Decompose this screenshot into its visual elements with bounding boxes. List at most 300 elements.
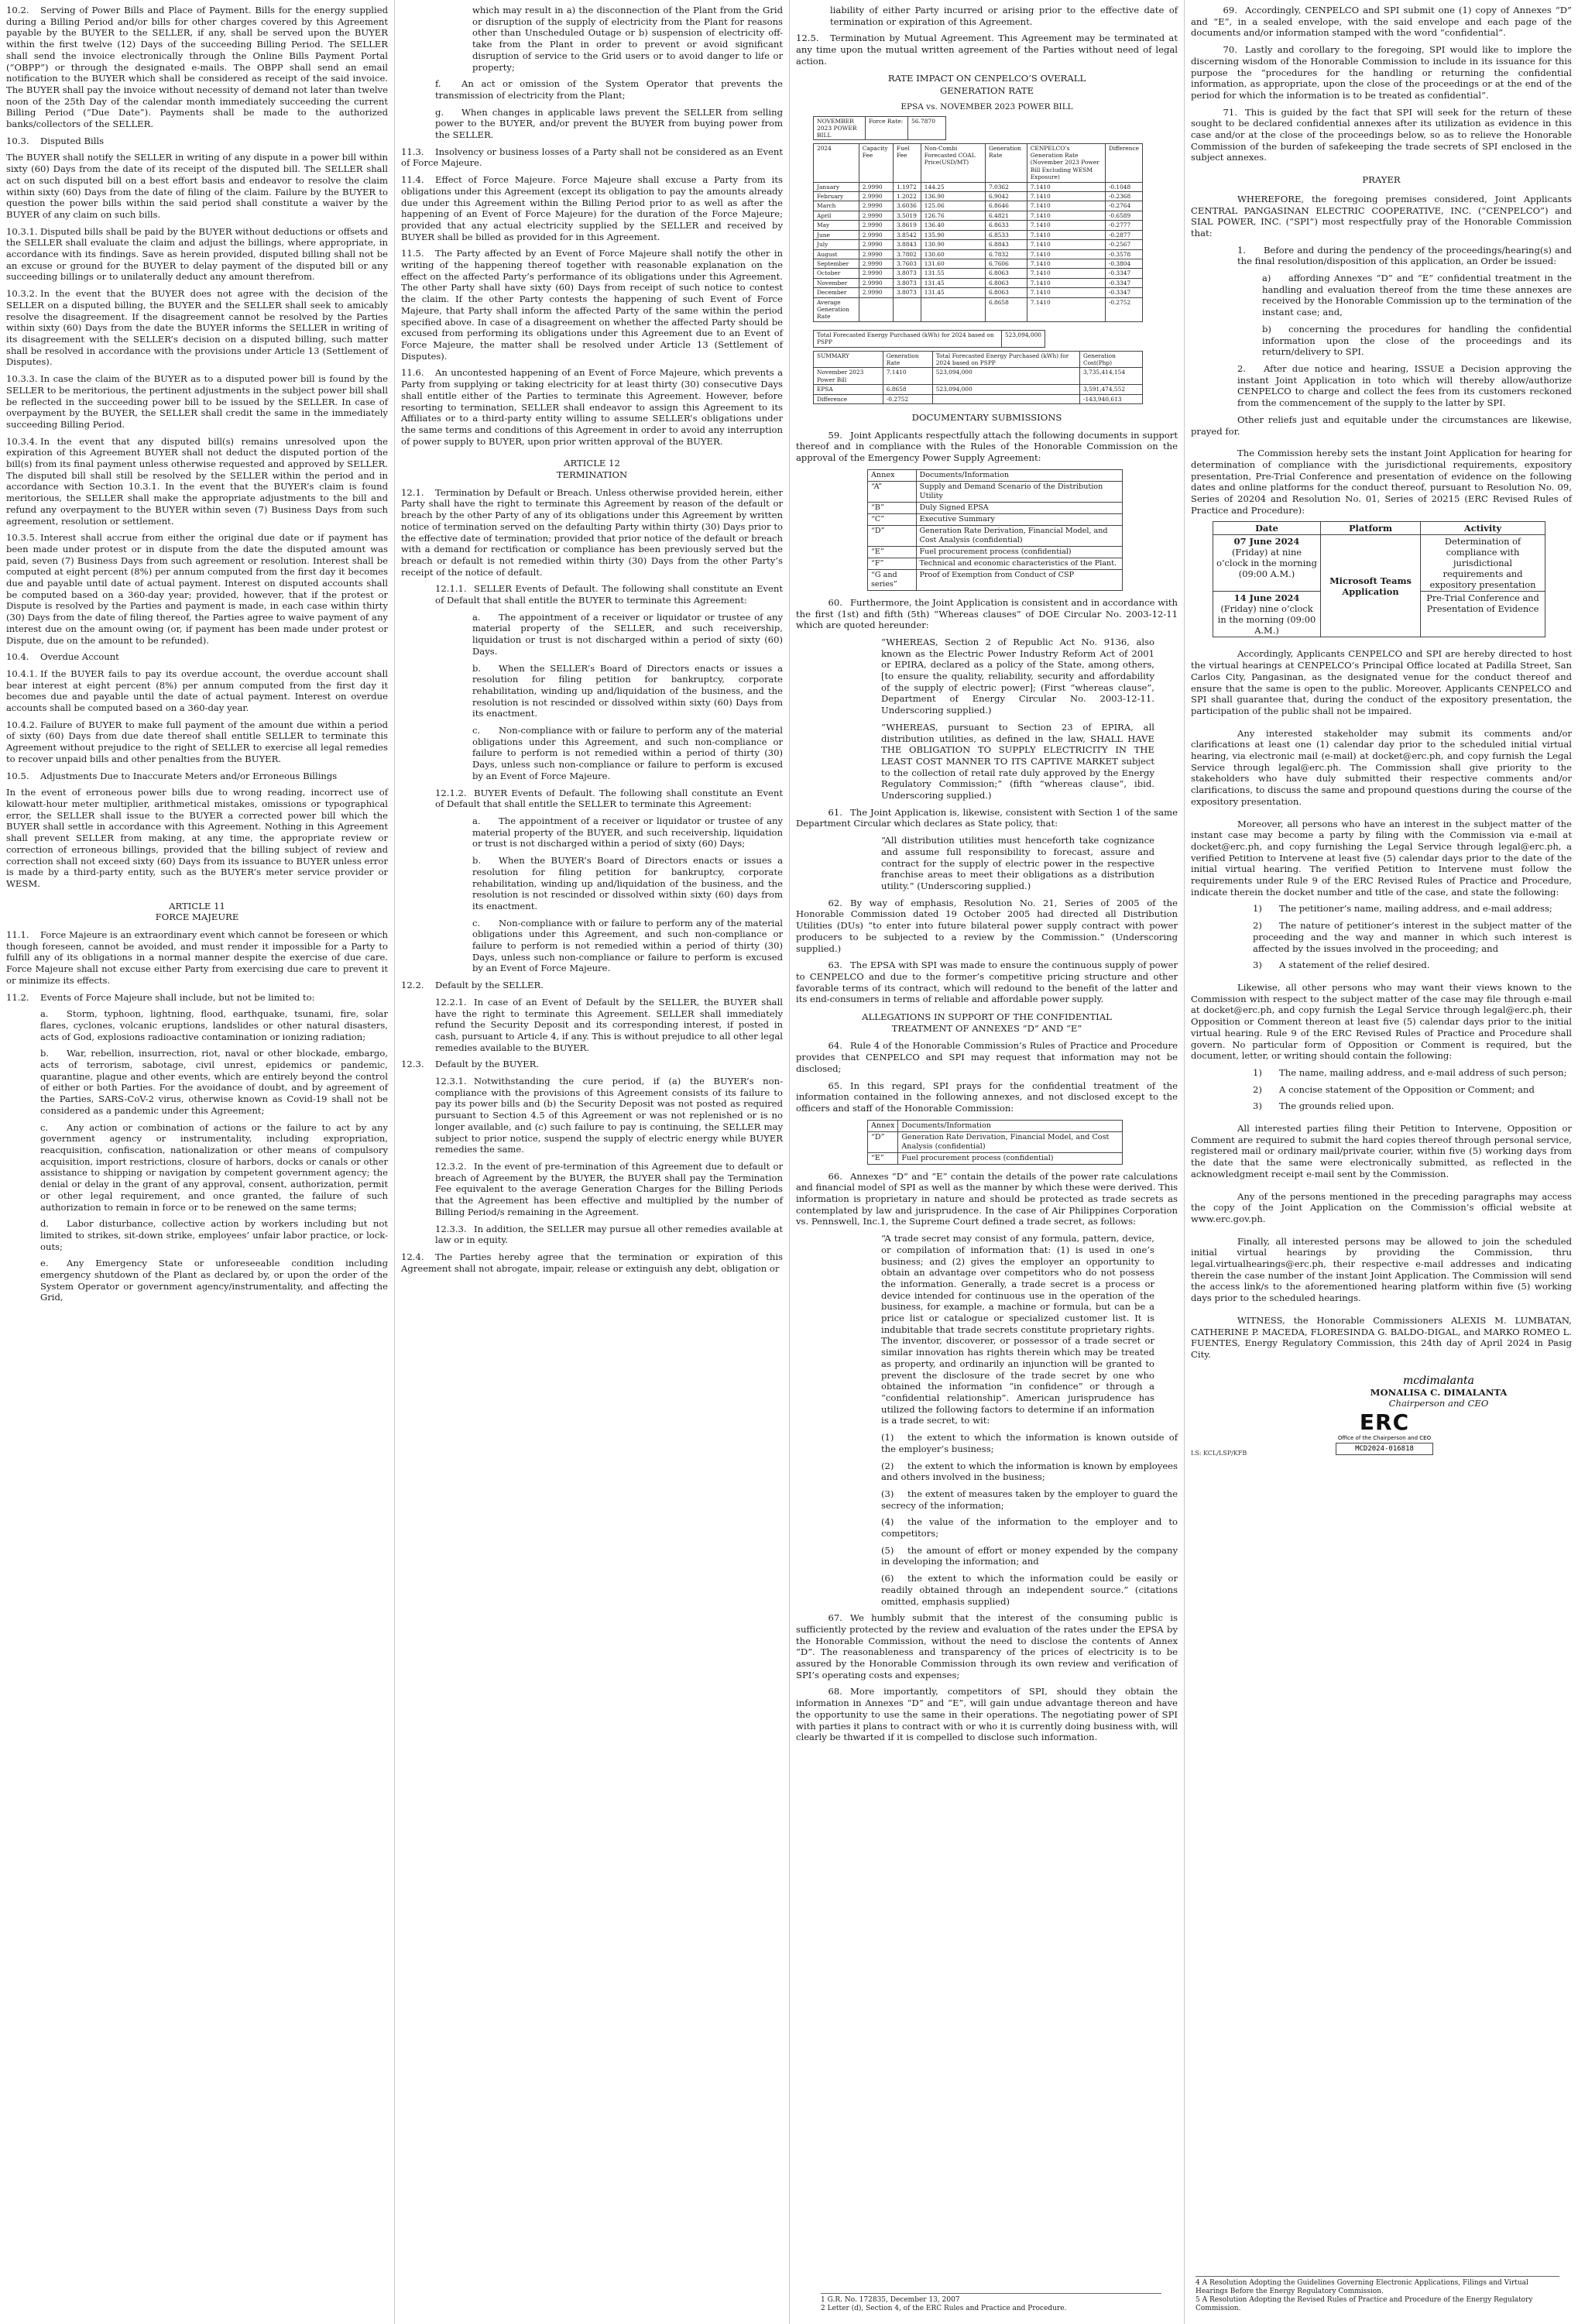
table-cell: January (814, 182, 859, 191)
list-text: Non-compliance with or failure to perform any of the material obligations under this Agreement, and such non-compliance or failure to perform is not remedied within a period of thirty (30) Days, unless such non-compliance or failure to perform is excused by an Event of Force Majeure. (472, 917, 783, 974)
list-text: A statement of the relief desired. (1279, 959, 1430, 971)
list-text: Storm, typhoon, lightning, flood, earthquake, tsunami, fire, solar flares, cyclones, volcanic eruptions, landslides or other natural disasters, acts of God, explosions radioactive contamination or ionizing radiation; (40, 1008, 388, 1042)
table-cell: 3,591,474,552 (1079, 385, 1142, 394)
numbered-paragraph (6, 668, 388, 714)
table-header-cell: SUMMARY (814, 351, 883, 368)
forecast-energy-table: Total Forecasted Energy Purchased (kWh) for 2024 based on PSPP 523,094,000 (813, 330, 1045, 348)
section-text: Insolvency or business losses of a Party shall not be considered as an Event of Force Majeure. (401, 146, 783, 169)
section-heading (401, 980, 783, 991)
sub-paragraph (435, 997, 783, 1054)
numbered-paragraph (6, 436, 388, 527)
table-row (868, 1152, 1123, 1164)
table-cell: November 2023 Power Bill (814, 368, 883, 385)
table-cell (921, 297, 985, 321)
table-cell: Technical and economic characteristics of the Plant. (916, 558, 1123, 569)
section-number: 12.3.3. (435, 1223, 467, 1234)
table-cell: -0.3578 (1105, 249, 1142, 259)
list-marker: c. (472, 917, 481, 929)
schedule-header-activity: Activity (1421, 522, 1545, 535)
table-header-cell: Annex (868, 469, 917, 481)
footnote-1: 1 G.R. No. 172835, December 13, 2007 (821, 2296, 960, 2304)
list-item (435, 78, 783, 101)
section-text: Notwithstanding the cure period, if (a) the BUYER’s non-compliance with the provisions of this Agreement consists of its failure to pay its power bills and (b) the Security Deposit was not posted as required pursuant to Section 4.5 of this Agreement or was not replenished or is no longer available, and (c) such failure to pay is continuing, the SELLER may subject to prior notice, suspend the supply of electric energy while BUYER remedies the same. (435, 1076, 783, 1155)
table-row (814, 385, 1143, 394)
list-item (435, 107, 783, 141)
list-marker: 1) (1253, 1066, 1262, 1078)
allegations-subtitle: TREATMENT OF ANNEXES “D” AND “E” (891, 1022, 1082, 1034)
list-text: The appointment of a receiver or liquidator or trustee of any material property of the SELLER, and such receivership, liquidation or trust is not discharged within a period of sixty (60) Days. (472, 611, 783, 657)
list-item (881, 1488, 1178, 1511)
paragraph-64: 64. Rule 4 of the Honorable Commission’s Rules of Practice and Procedure provides that CENPELCO and SPI may request that information may not be disclosed; (796, 1040, 1178, 1074)
table-cell: 2.9990 (859, 259, 893, 268)
section-text: In the event of pre-termination of this Agreement due to default or breach of Agreement by the BUYER, the BUYER shall pay the Termination Fee equivalent to the average Generation Charges for the Billing Periods that the Agreement has been effective and multiplied by the number of Billing Period/s remaining in the Agreement. (435, 1160, 783, 1217)
table-cell: Generation Rate Derivation, Financial Model, and Cost Analysis (confidential) (916, 525, 1123, 546)
table-header-cell: 2024 (814, 143, 859, 182)
initials: LS: KCL/LSP/KFB (1191, 1450, 1247, 1457)
table-cell: -0.2567 (1105, 240, 1142, 249)
section-number: 11.3. (401, 146, 424, 157)
list-marker: a. (40, 1008, 49, 1020)
list-item (472, 855, 783, 912)
table-cell: 2.9990 (859, 201, 893, 211)
table-row (814, 394, 1143, 403)
footnote-4: 4 A Resolution Adopting the Guidelines Governing Electronic Applications, Filings and Virtual Hearings Before the Energy Regulatory Commission. (1196, 2279, 1528, 2295)
prayer-intro: WHEREFORE, the foregoing premises considered, Joint Applicants CENTRAL PANGASINAN ELECTRIC COOPERATIVE, INC. (“CENPELCO”) and SIAL POWER, INC. (“SPI”) most respectfully pray of the Honorable Commission that: (1191, 193, 1572, 239)
paragraph-65: 65. In this regard, SPI prays for the confidential treatment of the information contained in the following annexes, and not disclosed except to the officers and staff of the Honorable Commission: (796, 1080, 1178, 1114)
table-cell: “C” (868, 513, 917, 525)
list-marker: 3) (1253, 959, 1262, 971)
section-text: Disputed Bills (40, 135, 105, 146)
prayer-item-1a: a) affording Annexes “D” and “E” confidential treatment in the handling and evaluation thereof from the time these annexes are received by the Honorable Commission up to the termination of the instant case; and, (1262, 273, 1572, 318)
paragraph-68: 68. More importantly, competitors of SPI, should they obtain the information in Annexes “D” and “E”, will gain undue advantage thereon and have the opportunity to use the same in their operations. The negotiating power of SPI with parties it plans to contract with or who it is currently doing business with, will clearly be thwarted if it is compelled to disclose such information. (796, 1686, 1178, 1743)
page-column-4 (1185, 0, 1578, 2324)
table-cell: October (814, 269, 859, 278)
interested-stakeholder-paragraph: Any interested stakeholder may submit its comments and/or clarifications at least one (1) calendar day prior to the scheduled initial virtual hearing, via electronic mail (e-mail) at docket@erc.ph, and copy furnish the Legal Service through legal@erc.ph. The Commission shall give priority to the stakeholders who have duly submitted their respective comments and/or clarifications, to discuss the same and propound questions during the course of the expository presentation. (1191, 727, 1572, 807)
table-header-cell: Generation Rate (883, 351, 932, 368)
table-cell: August (814, 249, 859, 259)
table-cell: 6.4821 (985, 211, 1027, 220)
section-text: Force Majeure is an extraordinary event which cannot be foreseen or which though foreseen, cannot be avoided, and must render it impossible for a Party to fulfill any of its obligations in a normal manner despite the exercise of due care. Force Majeure shall not excuse either Party from exercising due care to prevent it or minimize its effects. (6, 929, 388, 986)
numbered-paragraph (401, 367, 783, 447)
epsa-vs-bill-title: EPSA vs. NOVEMBER 2023 POWER BILL (900, 101, 1073, 112)
table-cell: Fuel procurement process (confidential) (916, 546, 1123, 558)
paragraph-67: 67. We humbly submit that the interest of the consuming public is sufficiently protected by the review and evaluation of the rates under the EPSA by the Honorable Commission, without the need to disclose the contents of Annex “D”. The reasonableness and transparency of the prices of electricity is to be assured by the Honorable Commission through its own review and verification of SPI’s operating costs and expenses; (796, 1612, 1178, 1680)
section-text: Events of Force Majeure shall include, but not be limited to: (40, 991, 315, 1003)
list-item (1253, 1100, 1572, 1112)
list-marker: (6) (881, 1573, 894, 1584)
prayer-item-1b: b) concerning the procedures for handling the confidential information upon the close of the proceedings and its return/delivery to SPI. (1262, 323, 1572, 358)
table-cell: 3.8542 (893, 230, 921, 239)
list-marker: (4) (881, 1516, 894, 1528)
table-cell: November (814, 278, 859, 287)
table-header-cell: Documents/Information (916, 469, 1123, 481)
list-text: War, rebellion, insurrection, riot, naval or other blockade, embargo, acts of terrorism, sabotage, civil unrest, epidemics or pandemic, quarantine, plague and other events, which are entirely beyond the control of either or both Parties. For the avoidance of doubt, and by agreement of the Parties, SARS-CoV-2 virus, otherwise known as Covid-19 shall not be considered as a pandemic under this Agreement; (40, 1048, 388, 1116)
table-cell: June (814, 230, 859, 239)
table-cell: 6.8633 (985, 221, 1027, 230)
prayer-item-1: 1. Before and during the pendency of the proceedings/hearing(s) and the final resolution/disposition of this application, an Order be issued: (1237, 244, 1572, 267)
table-cell: 6.7832 (985, 249, 1027, 259)
erc-seal (1307, 1409, 1462, 1457)
table-cell: 131.45 (921, 288, 985, 297)
table-cell: 7.1410 (1027, 221, 1105, 230)
schedule-header-platform: Platform (1321, 522, 1421, 535)
numbered-paragraph (6, 226, 388, 283)
table-cell: “D” (868, 1131, 898, 1152)
list-text: The grounds relied upon. (1279, 1100, 1394, 1112)
list-marker: f. (435, 78, 441, 90)
table-cell: -0.2752 (883, 394, 932, 403)
hearing-schedule-table (1213, 521, 1545, 637)
table-cell: 136.40 (921, 221, 985, 230)
table-cell: Duly Signed EPSA (916, 502, 1123, 513)
erc-logo: ERC (1359, 1409, 1410, 1436)
witness-paragraph: WITNESS, the Honorable Commissioners ALEXIS M. LUMBATAN, CATHERINE P. MACEDA, FLORESINDA G. BALDO-DIGAL, and MARKO ROMEO L. FUENTES, Energy Regulatory Commission, this 24th day of April 2024 in Pasig City. (1191, 1314, 1572, 1360)
numbered-paragraph (6, 532, 388, 646)
table-cell: 6.8063 (985, 288, 1027, 297)
paragraph-62: 62. By way of emphasis, Resolution No. 21, Series of 2005 of the Honorable Commission dated 19 October 2005 had directed all Distribution Utilities (DUs) “to enter into future bilateral power supply contract with power producers to be subjected to a review by the Commission.” (Underscoring supplied.) (796, 897, 1178, 954)
section-number: 12.3.2. (435, 1160, 467, 1172)
list-marker: 2) (1253, 920, 1262, 932)
table-cell: 1.1972 (893, 182, 921, 191)
table-cell: 7.1410 (1027, 192, 1105, 201)
table-cell: 131.55 (921, 269, 985, 278)
annex-table (867, 469, 1123, 591)
section-number: 12.1.2. (435, 787, 467, 798)
table-cell: 6.8063 (985, 269, 1027, 278)
numbered-paragraph (6, 929, 388, 987)
list-marker: (5) (881, 1544, 894, 1556)
table-cell: 7.1410 (1027, 240, 1105, 249)
table-cell: 3.6036 (893, 201, 921, 211)
list-item (1253, 1067, 1572, 1079)
generation-rate-table (813, 143, 1143, 322)
list-item (40, 1048, 388, 1116)
list-marker: b. (40, 1048, 50, 1059)
paragraph-71: 71. This is guided by the fact that SPI will seek for the return of these sought to be declared confidential annexes after its utilization as evidence in this case and/or at the close of the proceedings below, so as to relieve the Honorable Commission of the burden of safekeeping the trade secrets of SPI enclosed in the subject annexes. (1191, 106, 1572, 163)
host-paragraph: Accordingly, Applicants CENPELCO and SPI are hereby directed to host the virtual hearings at CENPELCO’s Principal Office located at Padilla Street, San Carlos City, Pangasinan, as the designated venue for the conduct thereof and ensure that the same is open to the public. Moreover, Applicants CENPELCO and SPI shall guarantee that, during the conduct of the expository presentation, the participation of the public shall not be impaired. (1191, 648, 1572, 716)
table-row (814, 249, 1143, 259)
list-item (40, 1122, 388, 1213)
list-marker: d. (40, 1218, 50, 1230)
section-text: Default by the BUYER. (435, 1059, 540, 1070)
table-cell: 3.8619 (893, 221, 921, 230)
table-cell: -0.3804 (1105, 259, 1142, 268)
table-cell: 3.8073 (893, 269, 921, 278)
article-title: TERMINATION (556, 469, 628, 481)
table-cell: 131.45 (921, 278, 985, 287)
paragraph: which may result in a) the disconnection of the Plant from the Grid or disruption of the supply of electricity from the Plant for reasons other than Unscheduled Outage or b) suspension of electricity off-take from the Plant in order to prevent or avoid significant disruption of service to the Grid users or to avoid danger to life or property; (472, 5, 783, 73)
prayer-title: PRAYER (1362, 174, 1401, 186)
table-cell: 3.8843 (893, 240, 921, 249)
table-cell: EPSA (814, 385, 883, 394)
list-item (1253, 1084, 1572, 1096)
numbered-paragraph (6, 992, 388, 1004)
table-header-cell: Annex (868, 1120, 898, 1131)
paragraph-66: 66. Annexes “D” and “E” contain the details of the power rate calculations and financial model of SPI as well as the manner by which these were derived. This information is proprietary in nature and should be protected as trade secrets as contemplated by law and jurisprudence. In the case of Air Philippines Corporation vs. Pennswell, Inc.1, the Supreme Court defined a trade secret, as follows: (796, 1170, 1178, 1227)
table-row (868, 569, 1123, 590)
rate-impact-subtitle: GENERATION RATE (939, 85, 1034, 97)
list-marker: a. (472, 611, 481, 623)
section-number: 10.2. (6, 5, 29, 15)
section-text: In the event that the BUYER does not agree with the decision of the SELLER on a disputed billing, the BUYER and the SELLER shall seek to amicably resolve the disagreement. If the disagreement cannot be resolved by the Parties within sixty (60) Days from the date the BUYER informs the SELLER in writing of its disagreement with the SELLER’s decision on a disputed billing, such matter shall be resolved in accordance with the provisions under Article 13 (Settlement of Disputes). (6, 288, 388, 368)
table-row (814, 368, 1143, 385)
table-cell: Supply and Demand Scenario of the Distribution Utility (916, 481, 1123, 502)
table-row (814, 230, 1143, 239)
table-cell: 7.1410 (1027, 278, 1105, 287)
opposition-paragraph: Likewise, all other persons who may want their views known to the Commission with respect to the subject matter of the case may file through e-mail at docket@erc.ph, and copy furnish the Legal Service through legal@erc.ph, their Opposition or Comment thereon at least five (5) calendar days prior to the initial virtual hearing. Rule 9 of the ERC Revised Rules of Practice and Procedure shall govern. No particular form of Opposition or Comment is required, but the document, letter, or writing should contain the following: (1191, 982, 1572, 1062)
section-text: An uncontested happening of an Event of Force Majeure, which prevents a Party from supplying or taking electricity for at least thirty (30) consecutive Days shall entitle either of the Parties to terminate this Agreement. However, before resorting to termination, SELLER shall endeavor to assign this Agreement to its Affiliates or to a third-party entity willing to assume SELLER’s obligations under the same terms and conditions of this Agreement in order to avoid any interruption of power supply to BUYER, upon prior written approval of the BUYER. (401, 367, 783, 447)
numbered-paragraph (401, 174, 783, 242)
section-text: SELLER Events of Default. The following shall constitute an Event of Default that shall entitle the BUYER to terminate this Agreement: (435, 583, 783, 606)
section-number: 10.3.4. (6, 435, 38, 447)
section-number: 11.5. (401, 248, 424, 259)
table-cell (859, 297, 893, 321)
list-item (472, 815, 783, 850)
table-cell: May (814, 221, 859, 230)
list-text: An act or omission of the System Operator that prevents the transmission of electricity from the Plant; (435, 78, 783, 101)
table-cell: 2.9990 (859, 211, 893, 220)
table-cell: 2.9990 (859, 249, 893, 259)
list-marker: b. (472, 855, 482, 867)
table-cell: 2.9990 (859, 278, 893, 287)
copy-paragraph: Any of the persons mentioned in the preceding paragraphs may access the copy of the Joint Application on the Commission’s official website at www.erc.gov.ph. (1191, 1190, 1572, 1224)
trade-secret-factors (796, 1432, 1178, 1607)
quote-61: “All distribution utilities must henceforth take cognizance and assume full responsibility to forecast, assure and contract for the supply of electric power in the respective franchise areas to meet their obligations as a distribution utility.” (Underscoring supplied.) (881, 835, 1154, 891)
list-text: the extent to which the information is known outside of the employer’s business; (881, 1432, 1178, 1454)
table-cell: 125.06 (921, 201, 985, 211)
list-text: the extent to which the information is known by employees and others involved in the business; (881, 1460, 1178, 1483)
table-cell: -0.2877 (1105, 230, 1142, 239)
paragraph-63: 63. The EPSA with SPI was made to ensure the continuous supply of power to CENPELCO and due to the former’s competitive pricing structure and other favorable terms of its contract, which will redound to the benefit of the latter and its end-consumers in terms of reliable and affordable power supply. (796, 959, 1178, 1005)
table-cell: 3.5019 (893, 211, 921, 220)
table-cell: Generation Rate Derivation, Financial Model, and Cost Analysis (confidential) (898, 1131, 1123, 1152)
erc-office-label: Office of the Chairperson and CEO (1337, 1435, 1432, 1442)
list-marker: c. (40, 1121, 49, 1133)
quote-60b: “WHEREAS, pursuant to Section 23 of EPIRA, all distribution utilities, as defined in the law, SHALL HAVE THE OBLIGATION TO SUPPLY ELECTRICITY IN THE LEAST COST MANNER TO ITS CAPTIVE MARKET subject to the collection of retail rate duly approved by the Energy Regulatory Commission;” (fifth “whereas clause”, ibid. Underscoring supplied.) (881, 721, 1154, 802)
table-cell: 130.90 (921, 240, 985, 249)
table-row (814, 221, 1143, 230)
table-cell: -0.3347 (1105, 269, 1142, 278)
section-text: Disputed bills shall be paid by the BUYER without deductions or offsets and the SELLER shall evaluate the claim and adjust the billings, where appropriate, in accordance with its findings. Save as herein provided, disputed billing shall not be an excuse or ground for the BUYER to delay payment of the disputed bill or any succeeding billings or to unilaterally deduct any amount therefrom. (6, 225, 388, 283)
numbered-paragraph (401, 248, 783, 362)
list-text: When the SELLER’s Board of Directors enacts or issues a resolution for filing petition for bankruptcy, corporate rehabilitation, winding up and/liquidation of the business, and the resolution is not rescinded or dissolved within sixty (60) Days from its enactment. (472, 662, 783, 719)
table-cell: March (814, 201, 859, 211)
table-cell: Fuel procurement process (confidential) (898, 1152, 1123, 1164)
confidential-annex-table (867, 1120, 1123, 1165)
list-item (881, 1432, 1178, 1454)
table-cell: -0.1048 (1105, 182, 1142, 191)
table-cell: 7.1410 (1027, 249, 1105, 259)
table-cell: 6.8646 (985, 201, 1027, 211)
table-cell: 6.8658 (985, 297, 1027, 321)
table-cell: 2.9990 (859, 221, 893, 230)
table-cell: 6.8533 (985, 230, 1027, 239)
list-marker: g. (435, 106, 444, 118)
list-text: the extent to which the information could be easily or readily obtained through an independent source.” (citations omitted, emphasis supplied) (881, 1573, 1178, 1607)
footnotes (821, 2293, 1161, 2313)
document-control-number: MCD2024-016818 (1336, 1443, 1433, 1455)
table-cell: 144.25 (921, 182, 985, 191)
section-text: Serving of Power Bills and Place of Payment. Bills for the energy supplied during a Billing Period and/or bills for other charges covered by this Agreement payable by the BUYER to the SELLER, if any, shall be served upon the BUYER within the first twelve (12) Days of the succeeding Billing Period. The SELLER shall send the invoice electronically through the Online Bills Payment Portal (“OBPP”) or through the designated e-mails. The OBPP shall send an email notification to the BUYER which shall be considered as receipt of the said invoice. The BUYER shall pay the invoice without necessity of demand not later than twelve noon of the 25th Day of the calendar month immediately succeeding the current Billing Period (“Due Date”). Payments shall be made to the authorized banks/collectors of the SELLER. (6, 5, 388, 130)
section-number: 10.5. (6, 770, 29, 781)
section-text: BUYER Events of Default. The following shall constitute an Event of Default that shall entitle the SELLER to terminate this Agreement: (435, 787, 783, 810)
table-cell: 130.60 (921, 249, 985, 259)
list-marker: 3) (1253, 1100, 1262, 1112)
footnotes (1196, 2276, 1559, 2313)
section-text: Effect of Force Majeure. Force Majeure shall excuse a Party from its obligations under this Agreement (except its obligation to pay the amounts already due under this Agreement within the Billing Period prior to as well as after the happening of an Event of Force Majeure) for the duration of the Force Majeure; provided that any actual electricity supplied by the SELLER and received by BUYER shall be billed as provided for in this Agreement. (401, 174, 783, 242)
list-marker: b. (472, 662, 482, 674)
table-cell: -0.2368 (1105, 192, 1142, 201)
section-text: The Party affected by an Event of Force Majeure shall notify the other in writing of the happening thereof together with reasonable explanation on the effect on the affected Party’s performance of its obligations under this Agreement. The other Party shall have sixty (60) Days from receipt of such notice to contest the claim. If the other Party contests the happening of such Event of Force Majeure, that Party shall inform the affected Party of the same within the period specified above. In case of a disagreement on whether the affected Party should be excused from performing its obligations under this Agreement due to an Event of Force Majeure, the matter shall be resolved under Article 13 (Settlement of Disputes). (401, 248, 783, 362)
table-cell: 3.8073 (893, 278, 921, 287)
numbered-paragraph (6, 288, 388, 368)
list-marker: 2) (1253, 1083, 1262, 1095)
section-number: 12.4. (401, 1251, 424, 1262)
table-row (814, 211, 1143, 220)
list-text: Any Emergency State or unforeseeable condition including emergency shutdown of the Plant as declared by, or upon the order of the System Operator or government agency/instrumentality, and affecting the Grid, (40, 1258, 388, 1303)
table-cell: April (814, 211, 859, 220)
sub-paragraph (435, 1161, 783, 1218)
section-number: 11.4. (401, 174, 424, 186)
list-marker: a. (472, 815, 481, 826)
section-number: 12.3.1. (435, 1076, 467, 1087)
sub-paragraph (435, 583, 783, 606)
list-text: A concise statement of the Opposition or Comment; and (1279, 1083, 1535, 1095)
list-marker: (1) (881, 1432, 894, 1443)
article-title: FORCE MAJEURE (155, 911, 239, 923)
paragraph-61: 61. The Joint Application is, likewise, consistent with Section 1 of the same Department Circular which declares as State policy, that: (796, 806, 1178, 829)
list-marker: c. (472, 725, 481, 736)
schedule-row: 07 June 2024 (Friday) at nine o’clock in the morning (09:00 A.M.) Microsoft Teams Application Determination of compliance with jurisdictional requirements and expository presentation (1213, 535, 1545, 592)
table-row-average (814, 297, 1143, 321)
table-cell: 7.1410 (1027, 182, 1105, 191)
list-item (472, 918, 783, 975)
list-text: Labor disturbance, collective action by workers including but not limited to strikes, sit-down strike, employees’ unfair labor practice, or lock-outs; (40, 1218, 388, 1252)
numbered-paragraph (6, 719, 388, 765)
footnote-5: 5 A Resolution Adopting the Revised Rules of Practice and Procedure of the Energy Regulatory Commission. (1196, 2296, 1533, 2312)
table-cell: 3,735,414,154 (1079, 368, 1142, 385)
table-row (814, 278, 1143, 287)
table-cell: “D” (868, 525, 917, 546)
section-number: 10.3.5. (6, 532, 38, 544)
table-cell: 131.60 (921, 259, 985, 268)
section-text: Failure of BUYER to make full payment of the amount due within a period of sixty (60) Days from due date thereof shall entitle SELLER to terminate this Agreement without prejudice to the right of SELLER to exercise all legal remedies to recover unpaid bills and other penalties from the BUYER. (6, 719, 388, 764)
prayer-item-2: 2. After due notice and hearing, ISSUE a Decision approving the instant Joint Application in toto which will thereby allow/authorize CENPELCO to charge and collect the fees from its customers reckoned from the commencement of the supply to the latter by SPI. (1237, 362, 1572, 409)
table-cell: -0.2752 (1105, 297, 1142, 321)
intervene-paragraph: Moreover, all persons who have an interest in the subject matter of the instant case may become a party by filing with the Commission via e-mail at docket@erc.ph, and copy furnishing the Legal Service through legal@erc.ph, a verified Petition to Intervene at least five (5) calendar days prior to the date of the initial virtual hearing. The verified Petition to Intervene must follow the requirements under Rule 9 of the ERC Revised Rules of Practice and Procedure, indicate therein the docket number and title of the case, and state the following: (1191, 818, 1572, 898)
table-cell: Executive Summary (916, 513, 1123, 525)
section-number: 10.3.2. (6, 288, 38, 300)
table-row (868, 502, 1123, 513)
section-heading (6, 136, 388, 147)
table-cell: 7.1410 (1027, 288, 1105, 297)
paragraph: The BUYER shall notify the SELLER in writing of any dispute in a power bill within sixty (60) Days from the date of its receipt of the disputed bill. The SELLER shall act on such disputed bill on a best effort basis and endeavor to resolve the claim within sixty (60) Days from the date of filing of the claim. Failure by the BUYER to question the power bills within the said period shall constitute a waiver by the BUYER of any claim on such bills. (6, 152, 388, 220)
table-cell (932, 394, 1079, 403)
table-cell: 6.8658 (883, 385, 932, 394)
list-item (472, 612, 783, 657)
section-number: 10.4.1. (6, 668, 38, 679)
table-cell: -0.6589 (1105, 211, 1142, 220)
table-cell: 7.1410 (1027, 269, 1105, 278)
table-row (868, 558, 1123, 569)
table-cell: 7.1410 (883, 368, 932, 385)
hearing-setting: The Commission hereby sets the instant Joint Application for hearing for determination of compliance with the jurisdictional requirements, expository presentation, Pre-Trial Conference and presentation of evidence on the following dates and online platforms for the conduct thereof, pursuant to Resolution No. 09, Series of 20204 and Resolution No. 01, Series of 20215 (ERC Revised Rules of Practice and Procedure): (1191, 448, 1572, 516)
list-item (881, 1573, 1178, 1607)
paragraph-59: 59. Joint Applicants respectfully attach the following documents in support thereof and in compliance with the Rules of the Honorable Commission on the approval of the Emergency Power Supply Agreement: (796, 429, 1178, 464)
numbered-paragraph (401, 1251, 783, 1274)
table-cell: 6.7606 (985, 259, 1027, 268)
table-cell: 136.90 (921, 192, 985, 201)
table-cell: “G and series” (868, 569, 917, 590)
quote-66: “A trade secret may consist of any formula, pattern, device, or compilation of information that: (1) is used in one’s business; and (2) gives the employer an opportunity to obtain an advantage over competitors who do not possess the information. Generally, a trade secret is a process or device intended for continuous use in the operation of the business, for example, a machine or formula, but can be a price list or catalogue or specialized customer list. It is indubitable that trade secrets constitute proprietary rights. The inventor, discoverer, or possessor of a trade secret or similar innovation has rights therein which may be treated as property, and ordinarily an injunction will be granted to prevent the disclosure of the trade secret by one who obtained the information “in confidence” or through a “confidential relationship”. American jurisprudence has utilized the following factors to determine if an information is a trade secret, to wit: (881, 1233, 1154, 1426)
table-cell: 2.9990 (859, 182, 893, 191)
list-text: the amount of effort or money expended by the company in developing the information; and (881, 1544, 1178, 1567)
numbered-paragraph (401, 487, 783, 578)
table-header-cell: Non-Combi Forecasted COAL Price(USD/MT) (921, 143, 985, 182)
section-text: Termination by Default or Breach. Unless otherwise provided herein, either Party shall have the right to terminate this Agreement by reason of the default or breach by the other Party of any of its obligations under this Agreement by written notice of termination served on the defaulting Party within thirty (30) Days prior to the effective date of termination; provided that prior notice of the default or breach with a demand for rectification or compliance has been previously served but the breach or default is not remedied within thirty (30) Days from the other Party’s receipt of the notice of default. (401, 486, 783, 578)
page-column-1 (0, 0, 394, 2324)
table-cell: -0.2777 (1105, 221, 1142, 230)
signatory-name: MONALISA C. DIMALANTA (1370, 1386, 1508, 1398)
table-header-cell: Generation Cost(Php) (1079, 351, 1142, 368)
section-text: In the event that any disputed bill(s) remains unresolved upon the expiration of this Agreement BUYER shall not deduct the disputed portion of the bill(s) from its final payment unless otherwise requested and approved by SELLER. The disputed bill shall still be resolved by the SELLER within the period and in accordance with Section 10.3.1. In the event that the BUYER’s claim is found meritorious, the SELLER shall make the appropriate adjustments to the bill and refund any overpayment to the BUYER within seven (7) Business Days from such agreement, resolution or settlement. (6, 435, 388, 527)
list-item (1253, 959, 1572, 971)
section-text: If the BUYER fails to pay its overdue account, the overdue account shall bear interest at eight percent (8%) per annum computed from the first day it becomes due and payable until the date of actual payment. Interest on overdue accounts shall be computed based on a 360-day year. (6, 668, 388, 714)
table-row (868, 546, 1123, 558)
list-text: When the BUYER’s Board of Directors enacts or issues a resolution for filing petition for bankruptcy, corporate rehabilitation, winding up and/liquidation of the business, and the resolution is not rescinded or dissolved within sixty (60) days from its enactment. (472, 855, 783, 911)
section-number: 12.3. (401, 1059, 424, 1070)
table-cell: 7.0362 (985, 182, 1027, 191)
list-item (1253, 920, 1572, 954)
paragraph-70: 70. Lastly and corollary to the foregoing, SPI would like to implore the discerning wisdom of the Honorable Commission to include in its issuance for this purpose the “procedures for the handling or returning the confidential information, as appropriate, upon the close of the proceedings or at the end of the period for which the information is to be treated as confidential”. (1191, 44, 1572, 101)
list-item (40, 1218, 388, 1252)
force-rate-table: NOVEMBER 2023 POWER BILL Force Rate: 56.7870 (813, 116, 946, 140)
table-cell: “E” (868, 546, 917, 558)
summary-table (813, 351, 1143, 404)
table-cell: 6.9042 (985, 192, 1027, 201)
table-row (868, 1131, 1123, 1152)
page-column-3 (790, 0, 1184, 2324)
table-cell: “A” (868, 481, 917, 502)
table-cell: Difference (814, 394, 883, 403)
table-row (868, 525, 1123, 546)
table-row (814, 201, 1143, 211)
signature-block (1346, 1375, 1532, 1409)
schedule-row: 14 June 2024 (Friday) nine o’clock in the morning (09:00 A.M.) Pre-Trial Conference and Presentation of Evidence (1213, 592, 1545, 637)
section-text: In case of an Event of Default by the SELLER, the BUYER shall have the right to terminate this Agreement. SELLER shall immediately refund the Security Deposit and its corresponding interest, if posted in cash, pursuant to Article 4, if any. This is without prejudice to all other legal remedies available to the BUYER. (435, 996, 783, 1053)
section-text: Adjustments Due to Inaccurate Meters and/or Erroneous Billings (40, 770, 338, 781)
table-cell: -0.3347 (1105, 288, 1142, 297)
footnote-2: 2 Letter (d), Section 4, of the ERC Rules and Practice and Procedure. (821, 2305, 1067, 2312)
table-cell: 3.8073 (893, 288, 921, 297)
table-cell: September (814, 259, 859, 268)
list-text: The name, mailing address, and e-mail address of such person; (1279, 1066, 1567, 1078)
table-cell: 135.90 (921, 230, 985, 239)
table-cell: “B” (868, 502, 917, 513)
list-text: The nature of petitioner’s interest in the subject matter of the proceeding and the way and manner in which such interest is affected by the issues involved in the proceeding; and (1253, 920, 1572, 954)
table-cell: 7.1410 (1027, 259, 1105, 268)
table-cell: Average Generation Rate (814, 297, 859, 321)
list-marker: (3) (881, 1488, 894, 1499)
table-cell: July (814, 240, 859, 249)
table-cell: -143,940,613 (1079, 394, 1142, 403)
signature-mark: mcdimalanta (1403, 1374, 1474, 1387)
table-cell: 2.9990 (859, 240, 893, 249)
table-cell: 126.76 (921, 211, 985, 220)
section-text: Overdue Account (40, 651, 119, 663)
article-number: ARTICLE 12 (564, 458, 620, 469)
list-marker: e. (40, 1258, 49, 1269)
